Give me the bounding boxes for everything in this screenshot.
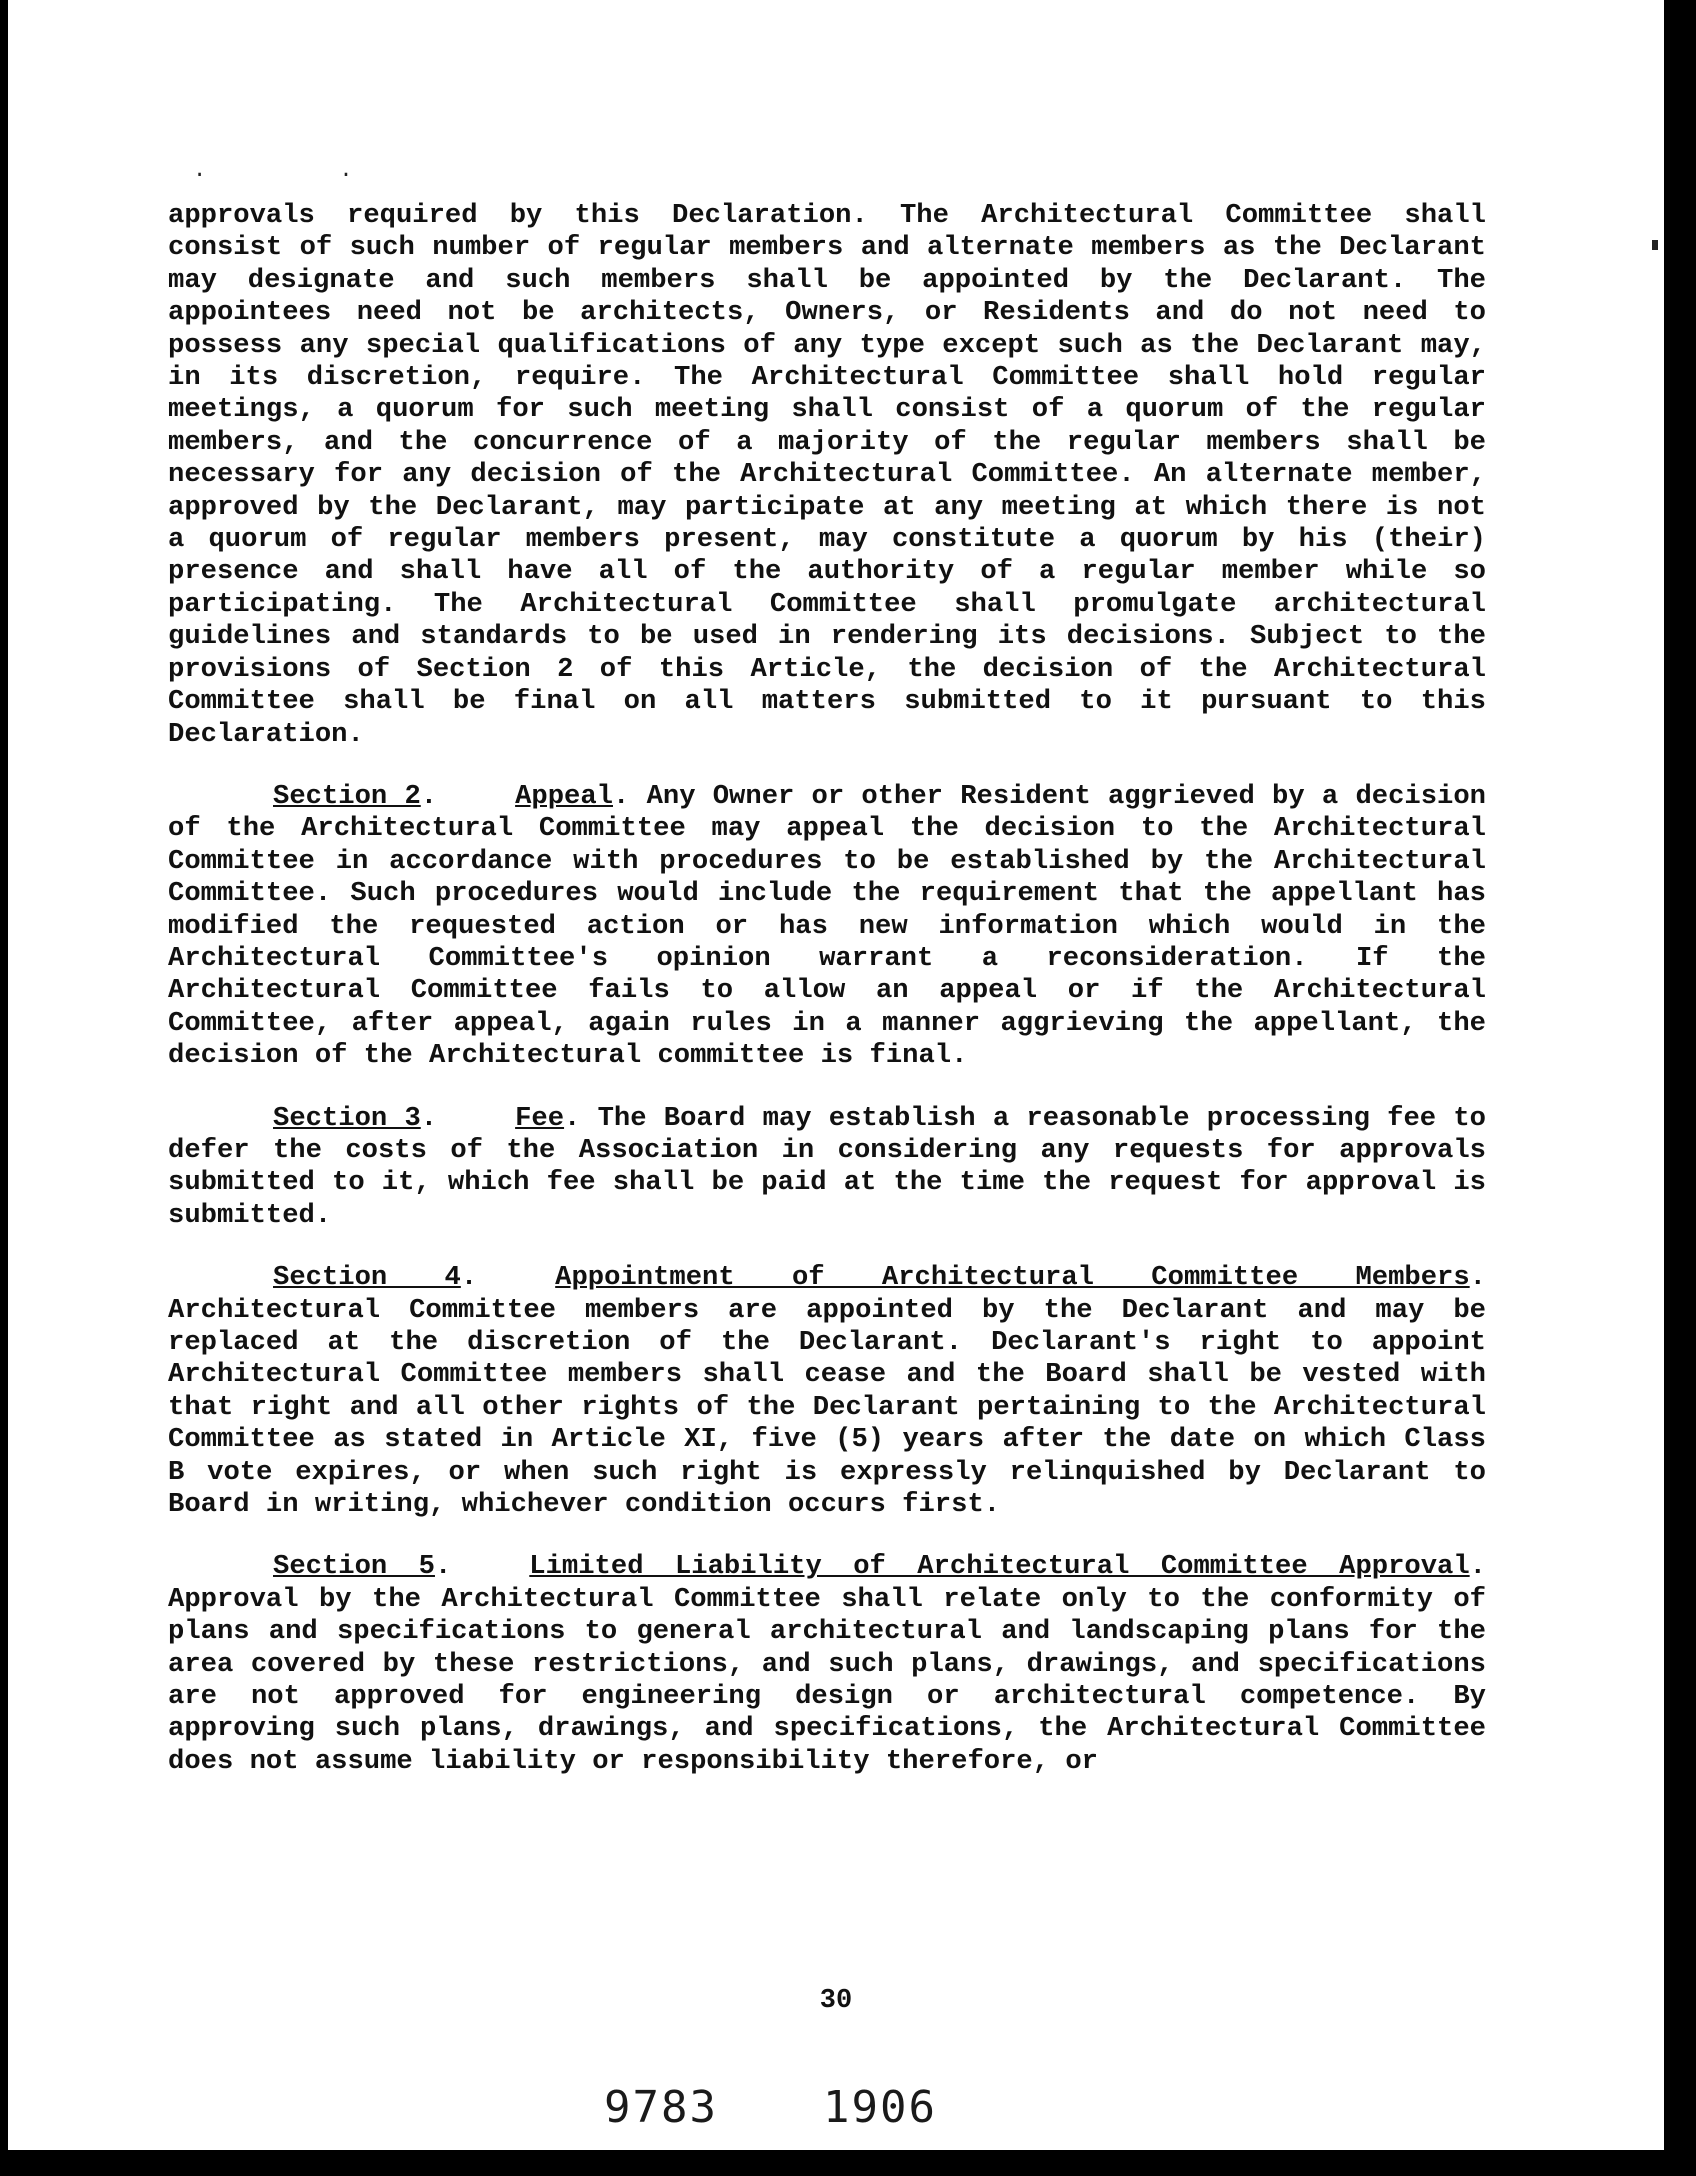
- stamp-number-left: 9783: [604, 2082, 718, 2133]
- section-5-label: Section 5: [273, 1551, 435, 1583]
- document-page: [8, 0, 1664, 2150]
- section-3-title: Fee: [515, 1102, 565, 1134]
- section-3-paragraph: Section 3. Fee. The Board may establish a reasonable processing fee to defer the costs of the Association in considering any requests for approvals submitted to it, which fee shall be paid at the time the request for approval is submitted.: [168, 1102, 1486, 1231]
- section-2-body: Any Owner or other Resident aggrieved by a decision of the Architectural Committee may appeal the decision to the Architectural Committee in accordance with procedures to be established by the Architectural Committee. Such procedures would include the requirement that the appellant has modified the requested action or has new information which would in the Architectural Committee's opinion warrant a reconsideration. If the Architectural Committee fails to allow an appeal or if the Architectural Committee, after appeal, again rules in a manner aggrieving the appellant, the decision of the Architectural committee is final.: [168, 780, 1486, 1072]
- section-5-paragraph: Section 5. Limited Liability of Architectural Committee Approval. Approval by the Architectural Committee shall relate only to the conformity of plans and specifications to general architectural and landscaping plans for the area covered by these restrictions, and such plans, drawings, and specifications are not approved for engineering design or architectural competence. By approving such plans, drawings, and specifications, the Architectural Committee does not assume liability or responsibility therefore, or: [168, 1551, 1486, 1777]
- edge-mark: [1652, 240, 1658, 250]
- continuation-paragraph: approvals required by this Declaration. The Architectural Committee shall consist of such number of regular members and alternate members as the Declarant may designate and such members shall be appointed by the Declarant. The appointees need not be architects, Owners, or Residents and do not need to possess any special qualifications of any type except such as the Declarant may, in its discretion, require. The Architectural Committee shall hold regular meetings, a quorum for such meeting shall consist of a quorum of the regular members, and the concurrence of a majority of the regular members shall be necessary for any decision of the Architectural Committee. An alternate member, approved by the Declarant, may participate at any meeting at which there is not a quorum of regular members present, may constitute a quorum by his (their) presence and shall have all of the authority of a regular member while so participating. The Architectural Committee shall promulgate architectural guidelines and standards to be used in rendering its decisions. Subject to the provisions of Section 2 of this Article, the decision of the Architectural Committee shall be final on all matters submitted to it pursuant to this Declaration.: [168, 200, 1486, 750]
- page-number: 30: [819, 1986, 853, 2016]
- margin-specks: . .: [193, 158, 413, 183]
- section-3-label: Section 3: [273, 1102, 421, 1134]
- section-4-title: Appointment of Architectural Committee Members: [555, 1262, 1470, 1294]
- section-2-label: Section 2: [273, 780, 421, 812]
- section-4-label: Section 4: [273, 1262, 461, 1294]
- section-4-body: Architectural Committee members are appointed by the Declarant and may be replaced at the discretion of the Declarant. Declarant's right to appoint Architectural Committee members shall cease and the Board shall be vested with that right and all other rights of the Declarant pertaining to the Architectural Committee as stated in Article XI, five (5) years after the date on which Class B vote expires, or when such right is expressly relinquished by Declarant to Board in writing, whichever condition occurs first.: [168, 1294, 1486, 1521]
- section-5-body: Approval by the Architectural Committee shall relate only to the conformity of plans and specifications to general architectural and landscaping plans for the area covered by these restrictions, and such plans, drawings, and specifications are not approved for engineering design or architectural competence. By approving such plans, drawings, and specifications, the Architectural Committee does not assume liability or responsibility therefore, or: [168, 1583, 1486, 1777]
- stamp-number-right: 1906: [823, 2082, 937, 2133]
- section-4-paragraph: Section 4. Appointment of Architectural Committee Members. Architectural Committee members are appointed by the Declarant and may be replaced at the discretion of the Declarant. Declarant's right to appoint Architectural Committee members shall cease and the Board shall be vested with that right and all other rights of the Declarant pertaining to the Architectural Committee as stated in Article XI, five (5) years after the date on which Class B vote expires, or when such right is expressly relinquished by Declarant to Board in writing, whichever condition occurs first.: [168, 1262, 1486, 1521]
- section-5-title: Limited Liability of Architectural Committee Approval: [529, 1551, 1470, 1583]
- section-2-title: Appeal: [515, 780, 613, 812]
- section-3-body: The Board may establish a reasonable processing fee to defer the costs of the Association in considering any requests for approvals submitted to it, which fee shall be paid at the time the request for approval is submitted.: [168, 1102, 1486, 1231]
- document-body: [168, 200, 1486, 1808]
- section-2-paragraph: Section 2. Appeal. Any Owner or other Resident aggrieved by a decision of the Architectural Committee may appeal the decision to the Architectural Committee in accordance with procedures to be established by the Architectural Committee. Such procedures would include the requirement that the appellant has modified the requested action or has new information which would in the Architectural Committee's opinion warrant a reconsideration. If the Architectural Committee fails to allow an appeal or if the Architectural Committee, after appeal, again rules in a manner aggrieving the appellant, the decision of the Architectural committee is final.: [168, 780, 1486, 1072]
